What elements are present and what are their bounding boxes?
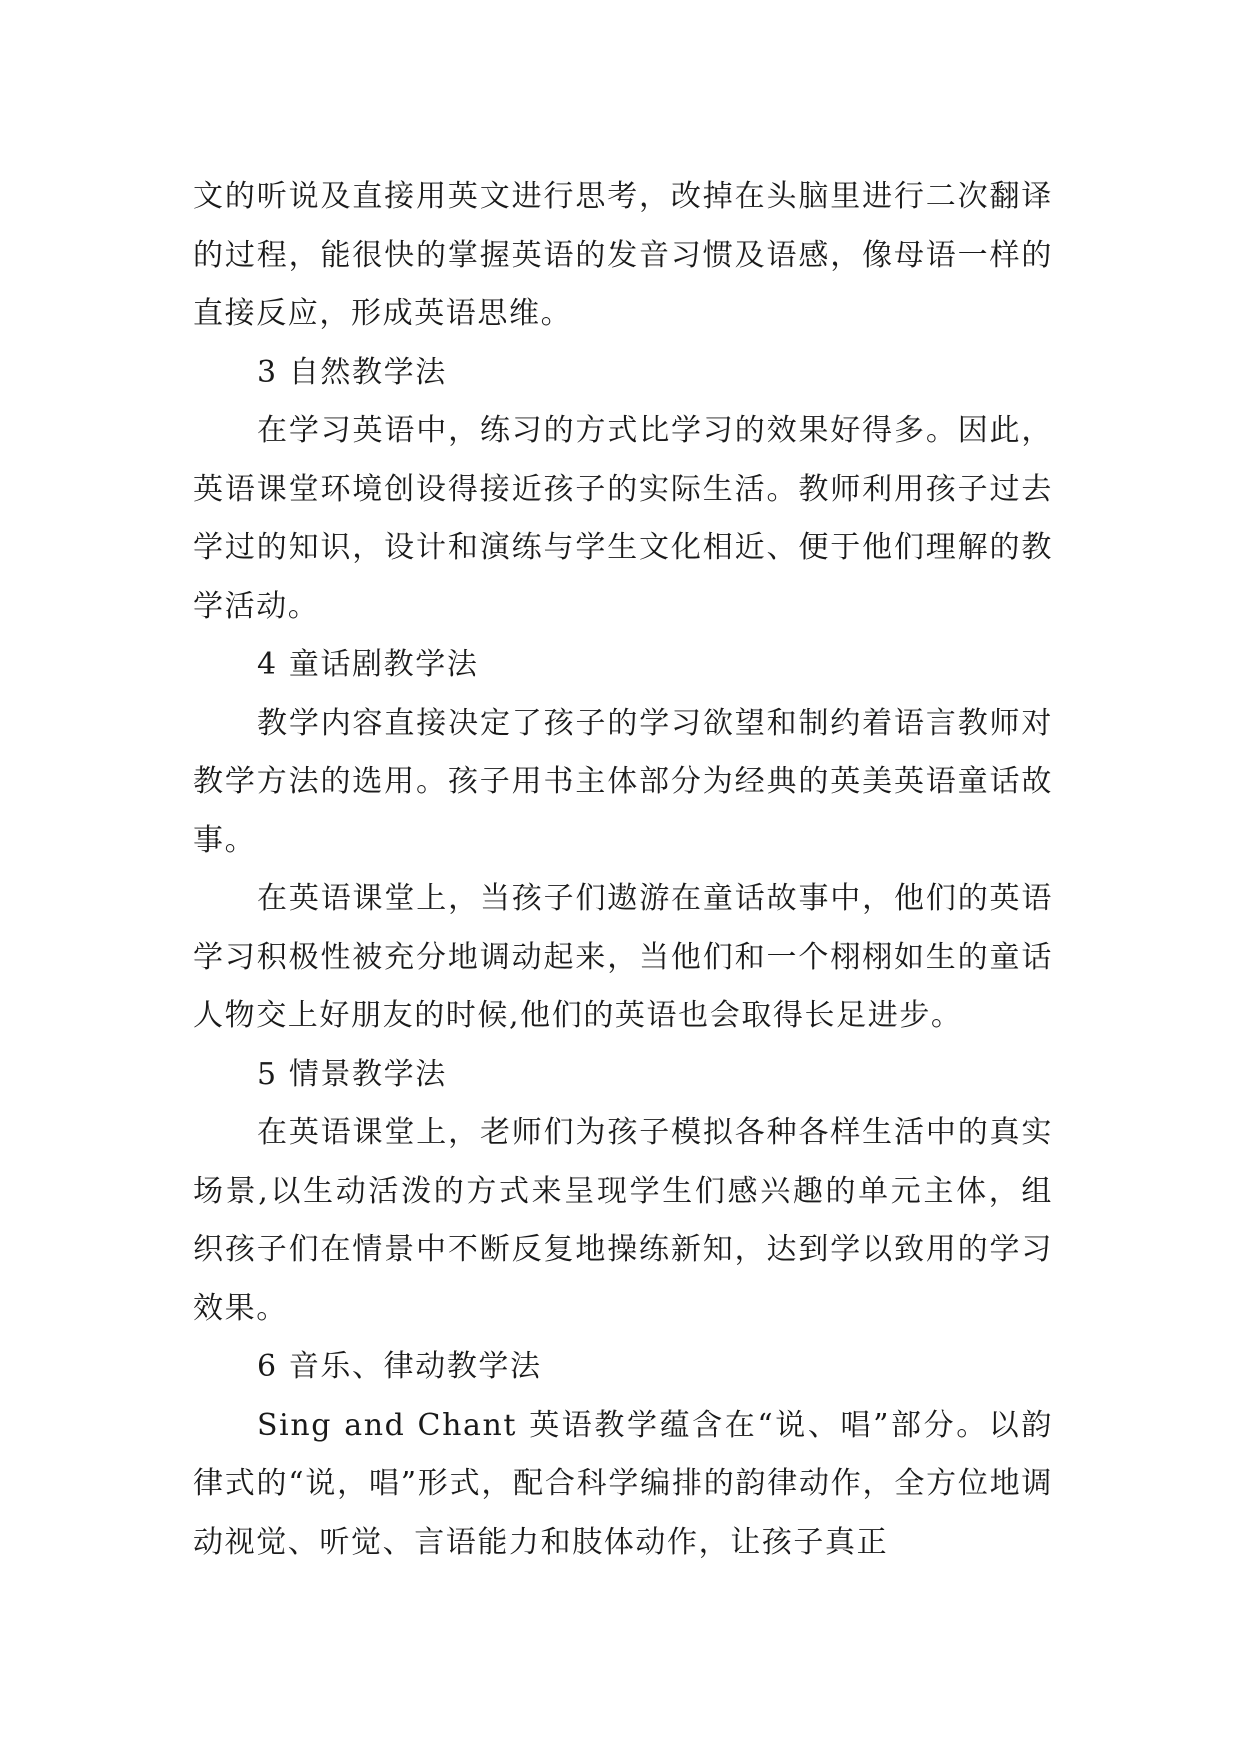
paragraph-fairy-tale-classroom: 在英语课堂上，当孩子们遨游在童话故事中，他们的英语学习积极性被充分地调动起来，当他们和一个栩栩如生的童话人物交上好朋友的时候,他们的英语也会取得长足进步。 — [193, 881, 1053, 1033]
section-heading-situational-method: 5 情景教学法 — [257, 1056, 447, 1092]
paragraph-continuation: 文的听说及直接用英文进行思考，改掉在头脑里进行二次翻译的过程，能很快的掌握英语的发音习惯及语感，像母语一样的直接反应，形成英语思维。 — [193, 179, 1053, 331]
paragraph-fairy-tale-content: 教学内容直接决定了孩子的学习欲望和制约着语言教师对教学方法的选用。孩子用书主体部分为经典的英美英语童话故事。 — [193, 705, 1053, 858]
paragraph-music-rhythm-method: Sing and Chant 英语教学蕴含在“说、唱”部分。以韵律式的“说，唱”形式，配合科学编排的韵律动作，全方位地调动视觉、听觉、言语能力和肢体动作，让孩子真正 — [193, 1407, 1053, 1560]
section-heading-fairy-tale-method: 4 童话剧教学法 — [257, 647, 479, 682]
section-heading-natural-method: 3 自然教学法 — [257, 354, 447, 390]
section-heading-music-rhythm-method: 6 音乐、律动教学法 — [257, 1349, 542, 1384]
paragraph-situational-method: 在英语课堂上，老师们为孩子模拟各种各样生活中的真实场景,以生动活泼的方式来呈现学生们感兴趣的单元主体，组织孩子们在情景中不断反复地操练新知，达到学以致用的学习效果。 — [193, 1115, 1053, 1326]
paragraph-natural-method: 在学习英语中，练习的方式比学习的效果好得多。因此，英语课堂环境创设得接近孩子的实际生活。教师利用孩子过去学过的知识，设计和演练与学生文化相近、便于他们理解的教学活动。 — [193, 413, 1053, 624]
document-body — [193, 168, 1053, 1572]
